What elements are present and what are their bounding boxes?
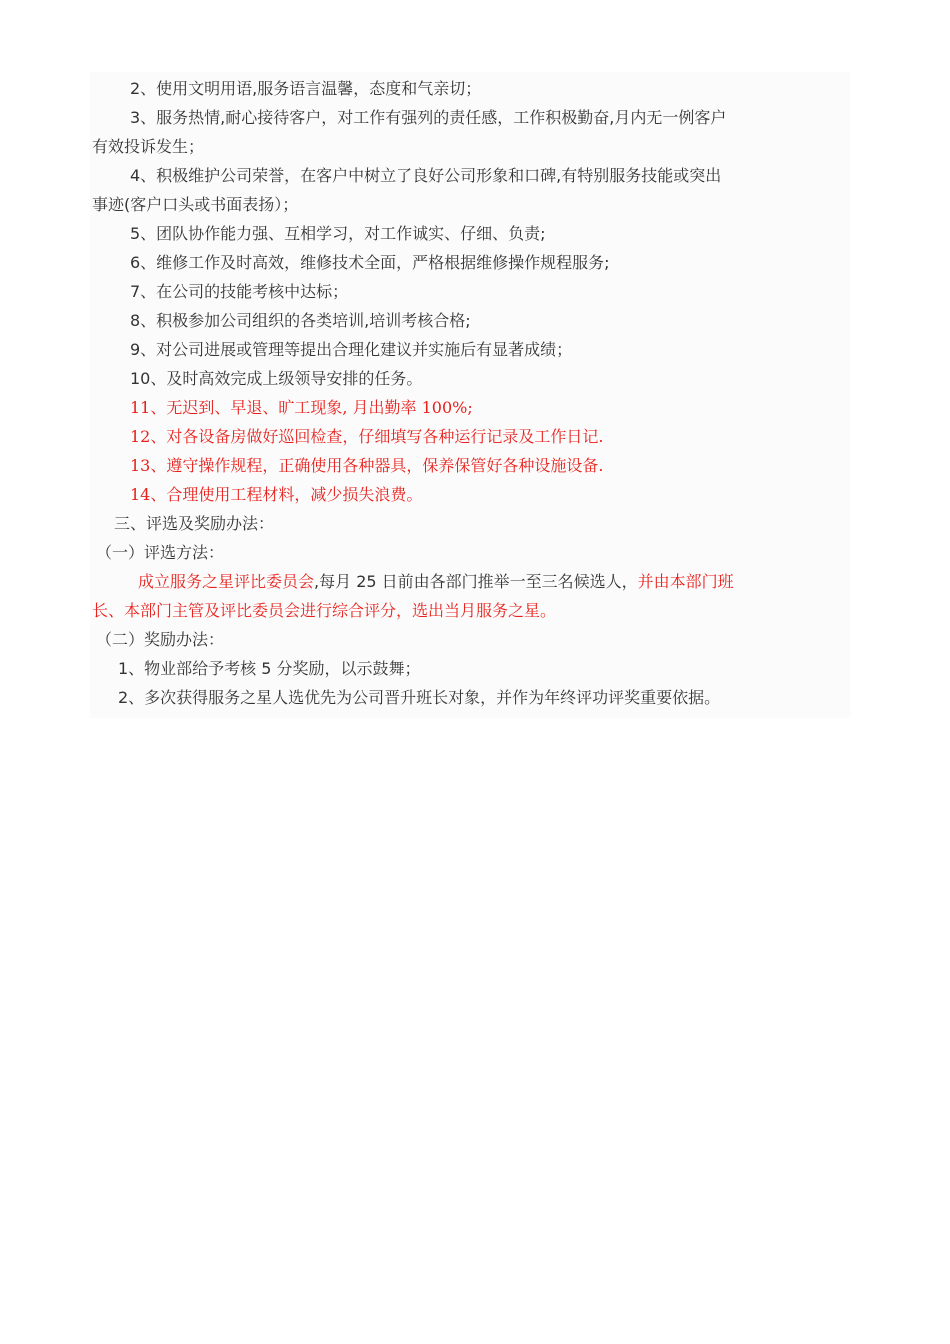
criterion-3: 3、服务热情,耐心接待客户，对工作有强列的责任感，工作积极勤奋,月内无一例客户 (130, 108, 727, 127)
criterion-8: 8、积极参加公司组织的各类培训,培训考核合格; (130, 311, 471, 330)
document-text-block (90, 72, 850, 718)
criterion-10: 10、及时高效完成上级领导安排的任务。 (130, 369, 423, 388)
criterion-5: 5、团队协作能力强、互相学习，对工作诚实、仔细、负责; (130, 224, 546, 243)
selection-method-continued: 长、本部门主管及评比委员会进行综合评分，选出当月服务之星。 (92, 601, 557, 620)
subheading-selection-method: （一）评选方法： (96, 543, 225, 562)
criterion-12: 12、对各设备房做好巡回检查，仔细填写各种运行记录及工作日记. (130, 427, 604, 446)
criterion-11: 11、无迟到、早退、旷工现象, 月出勤率 100%; (130, 398, 473, 417)
selection-scoring-text: 并由本部门班 (637, 572, 734, 591)
criterion-4: 4、积极维护公司荣誉，在客户中树立了良好公司形象和口碑,有特别服务技能或突出 (130, 166, 722, 185)
criterion-14: 14、合理使用工程材料，减少损失浪费。 (130, 485, 423, 504)
criterion-6: 6、维修工作及时高效，维修技术全面，严格根据维修操作规程服务; (130, 253, 610, 272)
subheading-reward-method: （二）奖励办法： (96, 630, 225, 649)
criterion-4-continued: 事迹(客户口头或书面表扬）； (92, 195, 299, 214)
reward-1: 1、物业部给予考核 5 分奖励，以示鼓舞； (118, 659, 421, 678)
selection-schedule-text: ,每月 25 日前由各部门推举一至三名候选人， (314, 572, 638, 591)
criterion-7: 7、在公司的技能考核中达标； (130, 282, 349, 301)
criterion-9: 9、对公司进展或管理等提出合理化建议并实施后有显著成绩； (130, 340, 573, 359)
selection-method-paragraph (92, 567, 850, 596)
criterion-2: 2、使用文明用语,服务语言温馨，态度和气亲切； (130, 79, 482, 98)
criterion-13: 13、遵守操作规程，正确使用各种器具，保养保管好各种设施设备. (130, 456, 604, 475)
reward-2: 2、多次获得服务之星人选优先为公司晋升班长对象，并作为年终评功评奖重要依据。 (118, 688, 721, 707)
selection-committee-text: 成立服务之星评比委员会 (138, 572, 315, 591)
criterion-3-continued: 有效投诉发生； (92, 137, 205, 156)
section-heading-three: 三、评选及奖励办法： (114, 514, 275, 533)
